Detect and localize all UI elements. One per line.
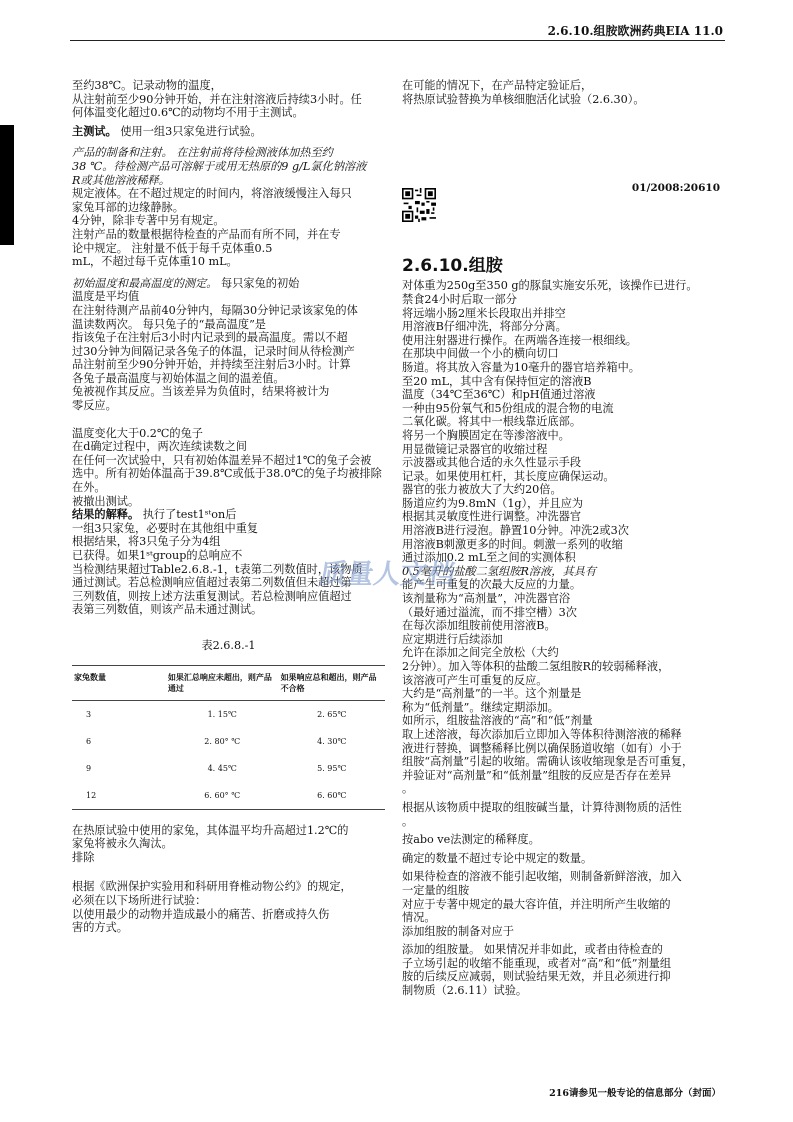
validity-paragraph: 添加的组胺量。 如果情况并非如此，或者由待检查的 子立场引起的收缩不能重现，或者对“高”和“低”剂量组 胺的后续反应减弱，则试验结果无效，并且必须进行抑 制物质（2.6.11）试验。 — [402, 943, 672, 998]
table-header: 如果汇总响应未超出，则产品通过 — [166, 665, 279, 700]
replacement-paragraph: 在可能的情况下，在产品特定验证后， 将热原试验替换为单核细胞活化试验（2.6.30）。 — [402, 79, 645, 106]
convention-paragraph: 根据《欧洲保护实验用和科研用脊椎动物公约》的规定， 必须在以下场所进行试验： 以使用最少的动物并造成最小的痛苦、折磨或持久伤 害的方式。 — [72, 880, 352, 935]
table-header: 如果响应总和超出，则产品不合格 — [279, 665, 385, 700]
response-table — [72, 665, 385, 810]
no-contraction-paragraph: 如果待检查的溶液不能引起收缩，则制备新鲜溶液，加入 一定量的组胺 对应于专著中规定的最大容许值，并注明所产生收缩的 情况。 添加组胺的制备对应于 — [402, 870, 682, 938]
monograph-reference: 01/2008:20610 — [631, 182, 720, 195]
temperature-paragraph: 温度是平均值 在注射待测产品前40分钟内，每隔30分钟记录该家兔的体 温读数两次。 每只兔子的“最高温度”是 指该兔子在注射后3小时内记录到的最高温度。需以不超 过30分钟为间隔记录各兔子的体温，记录时间从待检测产 品注射前至少90分钟开始，并持续至注射后3小时。计算 各兔子最高温度与初始体温之间的温差值。 兔被视作其反应。当该差异为负值时，结果将被计为 零反应。 — [72, 290, 358, 413]
side-tab-marker — [0, 125, 14, 245]
preparation-heading: 产品的制备和注射。 在注射前将待检测液体加热至约 38 ℃。待检测产品可溶解于或用无热原的9 g/L氯化钠溶液 R或其他溶液稀释。 — [72, 146, 367, 187]
watermark: 质量人文档 — [317, 559, 457, 590]
rabbit-selection-paragraph: 温度变化大于0.2℃的兔子 在d确定过程中，两次连续读数之间 在任何一次试验中，只有初始体温差异不超过1℃的兔子会被 选中。所有初始体温高于39.8℃或低于38.0℃的兔子均被排除 在外。 被撤出测试。 — [72, 426, 382, 508]
temp-intro-paragraph: 至约38℃。记录动物的温度， 从注射前至少90分钟开始，并在注射溶液后持续3小时。任 何体温变化超过0.6℃的动物均不用于主测试。 — [72, 79, 362, 120]
left-column — [72, 79, 385, 935]
header-rule — [70, 40, 725, 41]
interpretation-heading: 结果的解释。 执行了test1ˢᵗon后 — [72, 507, 237, 522]
main-test-paragraph: 主测试。 使用一组3只家兔进行试验。 — [72, 123, 262, 138]
dilution-paragraph: 按abo ve法测定的稀释度。 — [402, 833, 540, 847]
procedure-paragraph: 对体重为250g至350 g的豚鼠实施安乐死，该操作已进行。 禁食24小时后取一部分 将远端小肠2厘米长段取出并排空 用溶液B仔细冲洗，将部分分离。 使用注射器进行操作。在两端各连接一根细线。 在那块中间做一个小的横向切口 肠道。将其放入容量为10毫升的器官培养箱中。 至20 mL，其中含有保持恒定的溶液B 温度（34℃至36℃）和pH值通过溶液 一种由95份氧气和5份组成的混合物的电流 二氧化碳。将其中一根线靠近底部。 将另一个胸膜固定在等渗溶液中。 用显微镜记录器官的收缩过程 示波器或其他合适的永久性显示手段 记录。如果使用杠杆，其长度应确保运动。 器官的张力被放大了大约20倍。 肠道应约为9.8mN（1g），并且应为 根据其灵敏度性进行调整。冲洗器官 用溶液B进行浸泡。静置10分钟。冲洗2或3次 用溶液B刺激更多的时间。刺激一系列的收缩 通过添加0.2 mL至之间的实测体积 0.5毫升的盐酸二氢组胺R溶液，其具有 — [402, 279, 698, 578]
activity-paragraph: 根据从该物质中提取的组胺碱当量，计算待测物质的活性 。 — [402, 800, 682, 828]
table-row: 9 4. 45℃ 5. 95℃ — [86, 763, 347, 773]
dose-paragraph: 能产生可重复的次最大反应的力量。 该剂量称为“高剂量”，冲洗器官浴 （最好通过溢流，而不排空槽）3次 在每次添加组胺前使用溶液B。 应定期进行后续添加 允许在添加之间完全放松（大约 2分钟）。加入等体积的盐酸二氢组胺R的较弱稀释液， 该溶液可产生可重复的反应。 大约是“高剂量”的一半。这个剂量是 称为“低剂量”。继续定期添加。 如所示，组胺盐溶液的“高”和“低”剂量 取上述溶液，每次添加后立即加入等体积待测溶液的稀释 液进行替换，调整稀释比例以确保肠道收缩（如有）小于 组胺“高剂量”引起的收缩。需确认该收缩现象是否可重复， 并验证对“高剂量”和“低剂量”组胺的反应是否存在差异 。 — [402, 578, 694, 796]
exclusion-paragraph: 在热原试验中使用的家兔，其体温平均升高超过1.2℃的 家兔将被永久淘汰。 排除 — [72, 823, 349, 864]
temperature-heading: 初始温度和最高温度的测定。 每只家兔的初始 — [72, 276, 300, 290]
limit-paragraph: 确定的数量不超过专论中规定的数量。 — [402, 851, 593, 865]
interpretation-paragraph: 一组3只家兔，必要时在其他组中重复 根据结果，将3只兔子分为4组 已获得。如果1ˢᵗgroup的总响应不 当检测结果超过Table2.6.8.-1，t表第二列数值时，该物质 通过测试。若总检测响应值超过表第二列数值但未超过第 三列数值，则按上述方法重复测试。若总检测响应值超过 表第三列数值，则该产品未通过测试。 — [72, 521, 363, 617]
page-footer: 216请参见一般专论的信息部分（封面） — [549, 1088, 721, 1099]
right-column — [402, 79, 720, 998]
main-test-label: 主测试。 — [72, 123, 117, 138]
table-row: 6 2. 80° ℃ 4. 30℃ — [86, 736, 347, 746]
injection-paragraph: 规定液体。在不超过规定的时间内，将溶液缓慢注入每只 家兔耳部的边缘静脉。 4分钟，除非专著中另有规定。 注射产品的数量根据待检查的产品而有所不同，并在专 论中规定。 注射量不低于每千克体重0.5 mL，不超过每千克体重10 mL。 — [72, 187, 352, 269]
running-header: 2.6.10.组胺欧洲药典EIA 11.0 — [547, 24, 723, 38]
section-title: 2.6.10.组胺 — [402, 255, 503, 276]
table-row: 3 1. 15℃ 2. 65℃ — [86, 709, 347, 719]
table-row: 12 6. 60° ℃ 6. 60℃ — [72, 782, 385, 810]
table-title: 表2.6.8.-1 — [201, 638, 256, 652]
table-header: 家兔数量 — [72, 665, 166, 700]
